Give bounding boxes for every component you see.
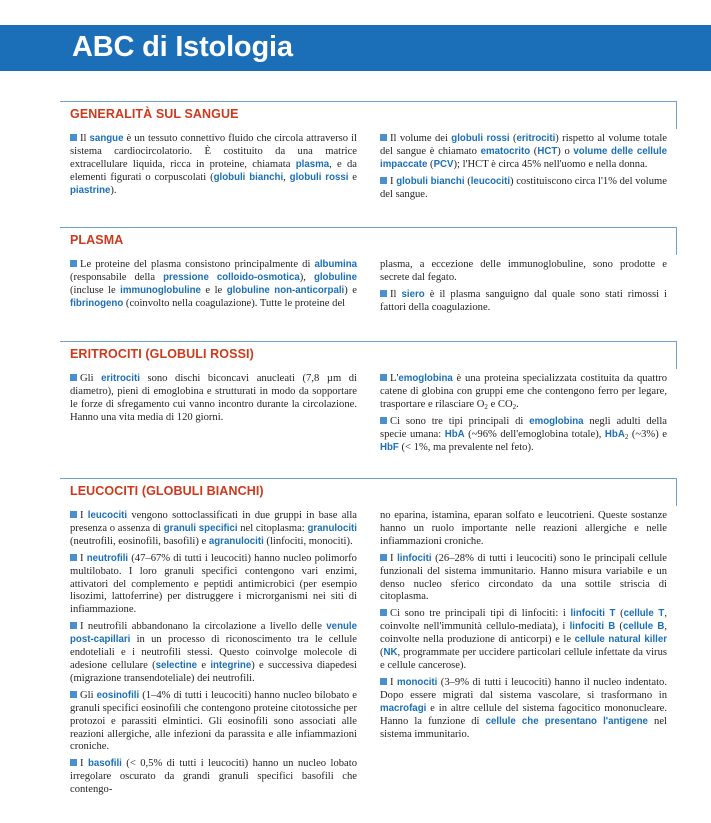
text-run: (< 1%, ma prevalente nel feto). [398, 441, 534, 453]
text-run: e [348, 171, 358, 183]
section-title: ERITROCITI (GLOBULI ROSSI) [70, 347, 254, 361]
section-rule [60, 341, 677, 342]
paragraph [70, 373, 357, 425]
text-run: no eparina, istamina, eparan solfato e leucotrieni. Queste sostanze hanno un ruolo importante nelle reazioni allergiche e nelle infiammazioni croniche. [380, 510, 667, 547]
keyword: emoglobina [398, 373, 453, 384]
subscript: 2 [624, 432, 629, 441]
text-run: (~3%) e [628, 428, 667, 440]
text-run: ) o [557, 145, 574, 157]
bullet-square-icon [70, 511, 77, 518]
paragraph [380, 553, 667, 605]
text-run: ( [615, 608, 624, 620]
bullet-square-icon [70, 622, 77, 629]
text-run: ). [110, 184, 117, 196]
text-run: ) e [344, 284, 357, 296]
text-run: nel citoplasma: [237, 522, 308, 534]
paragraph [380, 289, 667, 315]
text-run: ); l'HCT è circa 45% nell'uomo e nella donna. [453, 158, 648, 170]
title-banner [0, 25, 711, 71]
subscript: 2 [512, 402, 517, 411]
keyword: eosinofili [96, 689, 140, 701]
subscript: 2 [484, 402, 488, 411]
section-rule-vertical [676, 478, 677, 506]
paragraph [380, 677, 667, 742]
paragraph [380, 176, 667, 202]
bullet-square-icon [70, 260, 77, 267]
paragraph [70, 510, 357, 549]
text-run: , e da elementi figurati o corpuscolati ( [70, 158, 357, 183]
text-run: ( [530, 145, 538, 157]
text-run: ( [427, 158, 434, 170]
keyword: piastrine [70, 184, 111, 196]
section-rule-vertical [676, 101, 677, 129]
bullet-square-icon [380, 374, 387, 381]
text-run: (~96% dell'emoglobina totale), [464, 428, 605, 440]
paragraph [70, 690, 357, 755]
text-run: vengono sottoclassificati in due gruppi in base alla presenza o assenza di [70, 510, 357, 534]
bullet-square-icon [70, 759, 77, 766]
keyword: monociti [396, 676, 438, 688]
keyword: HbA [604, 428, 625, 440]
text-run: ) costituiscono circa l'1% del volume del sangue. [380, 175, 667, 200]
text-run: . [516, 398, 519, 410]
text-run: e CO [487, 398, 513, 410]
bullet-square-icon [380, 177, 387, 184]
text-run: (linfociti, monociti). [263, 535, 353, 547]
bullet-square-icon [70, 691, 77, 698]
text-run: Gli [80, 689, 97, 701]
keyword: volume delle cellule impaccate [380, 145, 668, 170]
keyword: globuli bianchi [213, 171, 284, 183]
keyword: plasma [295, 158, 330, 170]
keyword: eritrociti [101, 373, 140, 384]
bullet-square-icon [70, 134, 77, 141]
keyword: globuli bianchi [396, 175, 465, 187]
text-run: è una proteina specializzata costituita da quattro catene di globina con gruppi eme che contengono ferro per legare, trasportare e rilasciare O [380, 373, 667, 410]
bullet-square-icon [70, 374, 77, 381]
text-run: , coinvolte nella produzione di anticorpi) e le [380, 621, 668, 646]
keyword: linfociti T [570, 608, 616, 620]
paragraph [380, 133, 667, 172]
keyword: globuline [313, 271, 357, 283]
text-run: (3–9% di tutti i leucociti) hanno il nucleo indentato. Dopo essere migrati dal sistema vascolare, si trasformano in [380, 676, 667, 701]
text-run: I [80, 758, 88, 770]
bullet-square-icon [380, 609, 387, 616]
text-run: (responsabile della [70, 271, 164, 283]
right-column [380, 510, 667, 745]
text-run: (coinvolto nella coagulazione). Tutte le proteine del [123, 297, 346, 309]
keyword: granulociti [307, 522, 357, 534]
keyword: cellule B [622, 621, 665, 633]
text-run: (26–28% di tutti i leucociti) sono le principali cellule funzionali del sistema immunitario. Hanno misura variabile e un denso nucleo sferico circondato da una sottile striscia di citoplasma. [380, 552, 667, 603]
keyword: ematocrito [480, 145, 531, 157]
text-run: e le [200, 284, 227, 296]
keyword: immunoglobuline [120, 284, 201, 296]
left-column [70, 133, 357, 202]
keyword: leucociti [470, 175, 511, 187]
text-run: è il plasma sanguigno dal quale sono stati rimossi i fattori della coagulazione. [380, 288, 667, 313]
keyword: basofili [87, 758, 122, 770]
keyword: sangue [89, 133, 124, 144]
keyword: cellule natural killer [574, 634, 667, 646]
keyword: macrofagi [380, 702, 427, 714]
text-run: ) e successiva diapedesi (migrazione transendoteliale) dei neutrofili. [70, 659, 357, 684]
paragraph [380, 510, 667, 549]
text-run: (neutrofili, eosinofili, basofili) e [70, 535, 209, 547]
bullet-square-icon [380, 290, 387, 297]
keyword: globuline non-anticorpali [226, 284, 345, 296]
section-title: LEUCOCITI (GLOBULI BIANCHI) [70, 484, 264, 498]
text-run: , coinvolte nell'immunità cellulo-mediata), i [380, 608, 667, 633]
paragraph [70, 259, 357, 311]
section-title: PLASMA [70, 233, 124, 247]
text-run: I [390, 552, 398, 564]
text-run: plasma, a eccezione delle immunoglobuline, sono prodotte e secrete dal fegato. [380, 259, 667, 283]
text-run: I [80, 552, 87, 564]
text-run: e [197, 659, 211, 671]
text-run: , [283, 171, 290, 183]
keyword: emoglobina [529, 415, 584, 427]
text-run: ( [464, 175, 471, 187]
keyword: linfociti [397, 552, 432, 564]
section-rule [60, 101, 677, 102]
bullet-square-icon [70, 554, 77, 561]
keyword: HCT [537, 145, 558, 157]
bullet-square-icon [380, 134, 387, 141]
paragraph [70, 621, 357, 686]
text-run: Ci sono tre tipi principali di [390, 415, 530, 427]
left-column [70, 373, 357, 429]
text-run: Gli [80, 373, 102, 384]
text-run: I [80, 510, 88, 521]
text-run: ) rispetto al volume totale del sangue è chiamato [380, 133, 667, 157]
section-rule-vertical [676, 227, 677, 255]
keyword: cellule che presentano l'antigene [485, 715, 648, 727]
text-run: (1–4% di tutti i leucociti) hanno nucleo bilobato e granuli specifici eosinofili che contengono proteine citotossiche per protozoi e parassiti elmintici. Gli eosinofili sono associati alle reazioni allergiche, alle infezioni da parassita e alle infiammazioni croniche. [70, 689, 357, 753]
keyword: integrine [210, 659, 252, 671]
text-run: ( [380, 647, 384, 659]
keyword: NK [383, 647, 398, 659]
text-run: I [390, 175, 397, 187]
text-run: nel sistema immunitario. [380, 715, 667, 740]
paragraph [380, 608, 667, 673]
text-run: ( [509, 133, 517, 144]
text-run: sono dischi biconcavi anucleati (7,8 µm di diametro), pieni di emoglobina e strutturati in modo da sopportare le forze di sfregamento cui vanno incontro durante la circolazione. Hanno una vita media di 120 giorni. [70, 373, 358, 423]
text-run: I [390, 676, 397, 688]
text-run: (47–67% di tutti i leucociti) hanno nucleo polimorfo multilobato. I loro granuli specifici contengono vari enzimi, attivatori del complemento e peptidi antimicrobici (per esempio lisozimi, lattoferrine) per distruggere i microrganismi nei siti di infiammazione. [70, 552, 357, 616]
paragraph [70, 133, 357, 198]
keyword: pressione colloido-osmotica [163, 271, 300, 283]
section-rule [60, 478, 677, 479]
text-run: Il [390, 288, 402, 300]
paragraph [380, 373, 667, 412]
bullet-square-icon [380, 678, 387, 685]
bullet-square-icon [380, 417, 387, 424]
paragraph [380, 416, 667, 455]
keyword: globuli rossi [451, 133, 510, 144]
text-run: Ci sono tre principali tipi di linfociti: i [390, 608, 571, 620]
right-column [380, 133, 667, 206]
keyword: cellule T [623, 608, 665, 620]
text-run: (incluse le [70, 284, 121, 296]
keyword: leucociti [87, 510, 128, 521]
keyword: selectine [155, 659, 198, 671]
text-run: , programmate per uccidere particolari cellule infettate da virus e cellule cancerose). [380, 647, 667, 671]
text-run: ( [615, 621, 623, 633]
section-rule [60, 227, 677, 228]
section-title: GENERALITÀ SUL SANGUE [70, 107, 239, 121]
text-run: L' [390, 373, 399, 384]
keyword: eritrociti [516, 133, 556, 144]
text-run: e in altre cellule del sistema fagocitico mononucleare. Hanno la funzione di [380, 702, 667, 727]
text-run: negli adulti della specie umana: [380, 415, 667, 440]
keyword: linfociti B [569, 621, 616, 633]
text-run: in un processo di riconoscimento tra le cellule endoteliali e i neutrofili stessi. Questo coinvolge molecole di adesione cellulare ( [70, 634, 357, 671]
keyword: granuli specifici [163, 522, 238, 534]
bullet-square-icon [380, 554, 387, 561]
keyword: HbA [444, 428, 465, 440]
text-run: è un tessuto connettivo fluido che circola attraverso il sistema cardiocircolatorio. È costituito da una matrice extracellulare liquida, ricca in proteine, chiamata [70, 133, 357, 170]
paragraph [380, 259, 667, 285]
section-rule-vertical [676, 341, 677, 369]
text-run: Le proteine del plasma consistono principalmente di [80, 259, 315, 270]
keyword: fibrinogeno [70, 297, 124, 309]
paragraph [70, 758, 357, 797]
left-column [70, 510, 357, 801]
keyword: albumina [314, 259, 357, 270]
keyword: globuli rossi [289, 171, 349, 183]
right-column [380, 259, 667, 319]
text-run: ), [299, 271, 314, 283]
text-run: (< 0,5% di tutti i leucociti) hanno un nucleo lobato irregolare oscurato da grandi granuli specifici basofili che contengo- [70, 758, 357, 796]
text-run: Il [80, 133, 90, 144]
paragraph [70, 553, 357, 618]
keyword: neutrofili [86, 552, 129, 564]
keyword: venule post-capillari [70, 621, 357, 646]
keyword: HbF [380, 441, 399, 453]
right-column [380, 373, 667, 458]
keyword: siero [401, 288, 425, 300]
text-run: Il volume dei [390, 133, 452, 144]
text-run: I neutrofili abbandonano la circolazione a livello delle [80, 621, 327, 633]
keyword: agranulociti [208, 535, 264, 547]
page-title: ABC di Istologia [72, 31, 293, 63]
keyword: PCV [433, 158, 454, 170]
left-column [70, 259, 357, 315]
